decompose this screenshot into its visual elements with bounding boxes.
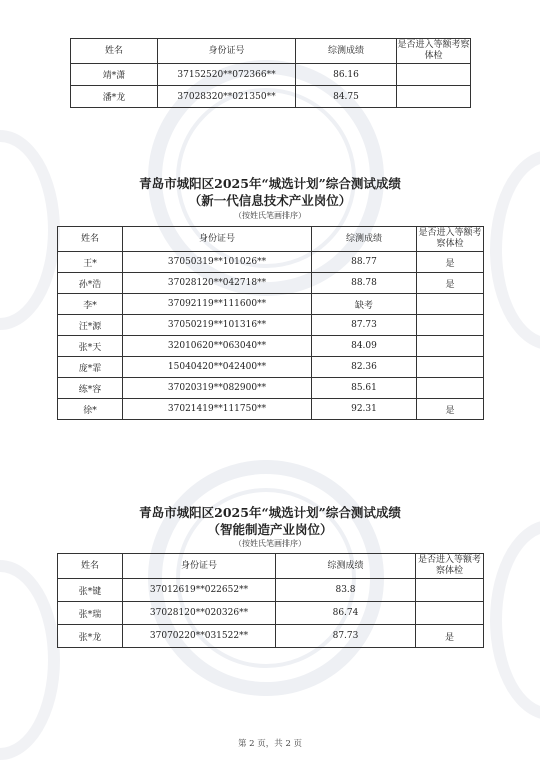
header-score: 综测成绩 [296, 39, 397, 64]
header-flag: 是否进入等额考察体检 [416, 554, 484, 579]
cell-score: 88.77 [312, 252, 417, 273]
cell-flag: 是 [417, 399, 484, 420]
watermark-edge [0, 130, 60, 330]
cell-name: 王* [58, 252, 123, 273]
sort-note: （按姓氏笔画排序） [234, 211, 306, 220]
cell-name: 孙*浩 [58, 273, 123, 294]
cell-id: 37012619**022652** [123, 579, 276, 602]
cell-name: 张*天 [58, 336, 123, 357]
cell-flag [397, 64, 471, 86]
cell-name: 练*容 [58, 378, 123, 399]
sort-note: （按姓氏笔画排序） [234, 539, 306, 548]
section-subtitle: （新一代信息技术产业岗位） [188, 193, 352, 208]
table-row [58, 294, 484, 315]
cell-name: 李* [58, 294, 123, 315]
cell-score: 82.36 [312, 357, 417, 378]
cell-score: 缺考 [312, 294, 417, 315]
table-row [58, 602, 484, 625]
cell-flag [417, 315, 484, 336]
header-flag: 是否进入等额考察体检 [397, 39, 471, 64]
cell-score: 87.73 [276, 625, 416, 648]
results-table-continued [70, 38, 471, 108]
table-row [58, 273, 484, 294]
table-row [58, 357, 484, 378]
cell-name: 汪*源 [58, 315, 123, 336]
cell-id: 37028320**021350** [158, 86, 296, 108]
cell-name: 徐* [58, 399, 123, 420]
cell-name: 张*键 [58, 579, 123, 602]
cell-id: 32010620**063040** [123, 336, 312, 357]
header-id: 身份证号 [123, 554, 276, 579]
table-row [58, 625, 484, 648]
cell-flag: 是 [417, 273, 484, 294]
cell-score: 88.78 [312, 273, 417, 294]
table-row [58, 579, 484, 602]
cell-id: 37152520**072366** [158, 64, 296, 86]
table-row [58, 252, 484, 273]
table-header-row [71, 39, 471, 64]
table-row [71, 86, 471, 108]
cell-flag [417, 336, 484, 357]
section-subtitle: （智能制造产业岗位） [207, 522, 333, 537]
cell-score: 86.74 [276, 602, 416, 625]
cell-id: 37020319**082900** [123, 378, 312, 399]
page-footer: 第 2 页，共 2 页 [237, 739, 303, 749]
table-row [71, 64, 471, 86]
cell-flag [397, 86, 471, 108]
cell-score: 85.61 [312, 378, 417, 399]
cell-score: 84.75 [296, 86, 397, 108]
results-table-manufacturing [57, 553, 484, 648]
cell-id: 37028120**042718** [123, 273, 312, 294]
header-name: 姓名 [71, 39, 158, 64]
section-title: 青岛市城阳区2025年“城选计划”综合测试成绩 [139, 505, 401, 520]
cell-id: 37021419**111750** [123, 399, 312, 420]
header-name: 姓名 [58, 227, 123, 252]
cell-id: 37070220**031522** [123, 625, 276, 648]
cell-name: 潘*龙 [71, 86, 158, 108]
cell-id: 37028120**020326** [123, 602, 276, 625]
cell-id: 37050219**101316** [123, 315, 312, 336]
table-row [58, 378, 484, 399]
cell-flag [417, 357, 484, 378]
cell-score: 86.16 [296, 64, 397, 86]
cell-score: 83.8 [276, 579, 416, 602]
table-row [58, 399, 484, 420]
watermark-edge [0, 560, 60, 760]
watermark-edge [490, 520, 540, 720]
cell-name: 靖*潇 [71, 64, 158, 86]
cell-id: 37050319**101026** [123, 252, 312, 273]
cell-flag: 是 [416, 625, 484, 648]
cell-score: 87.73 [312, 315, 417, 336]
cell-id: 15040420**042400** [123, 357, 312, 378]
header-id: 身份证号 [123, 227, 312, 252]
header-name: 姓名 [58, 554, 123, 579]
cell-flag [416, 602, 484, 625]
header-score: 综测成绩 [276, 554, 416, 579]
table-header-row [58, 554, 484, 579]
cell-flag [417, 378, 484, 399]
cell-flag: 是 [417, 252, 484, 273]
cell-flag [416, 579, 484, 602]
table-row [58, 336, 484, 357]
cell-score: 84.09 [312, 336, 417, 357]
cell-score: 92.31 [312, 399, 417, 420]
cell-name: 庞*霏 [58, 357, 123, 378]
header-flag: 是否进入等额考察体检 [417, 227, 484, 252]
section-title: 青岛市城阳区2025年“城选计划”综合测试成绩 [139, 176, 401, 191]
header-score: 综测成绩 [312, 227, 417, 252]
table-row [58, 315, 484, 336]
cell-id: 37092119**111600** [123, 294, 312, 315]
table-header-row [58, 227, 484, 252]
cell-name: 张*龙 [58, 625, 123, 648]
header-id: 身份证号 [158, 39, 296, 64]
cell-name: 张*瑞 [58, 602, 123, 625]
cell-flag [417, 294, 484, 315]
results-table-it [57, 226, 484, 420]
